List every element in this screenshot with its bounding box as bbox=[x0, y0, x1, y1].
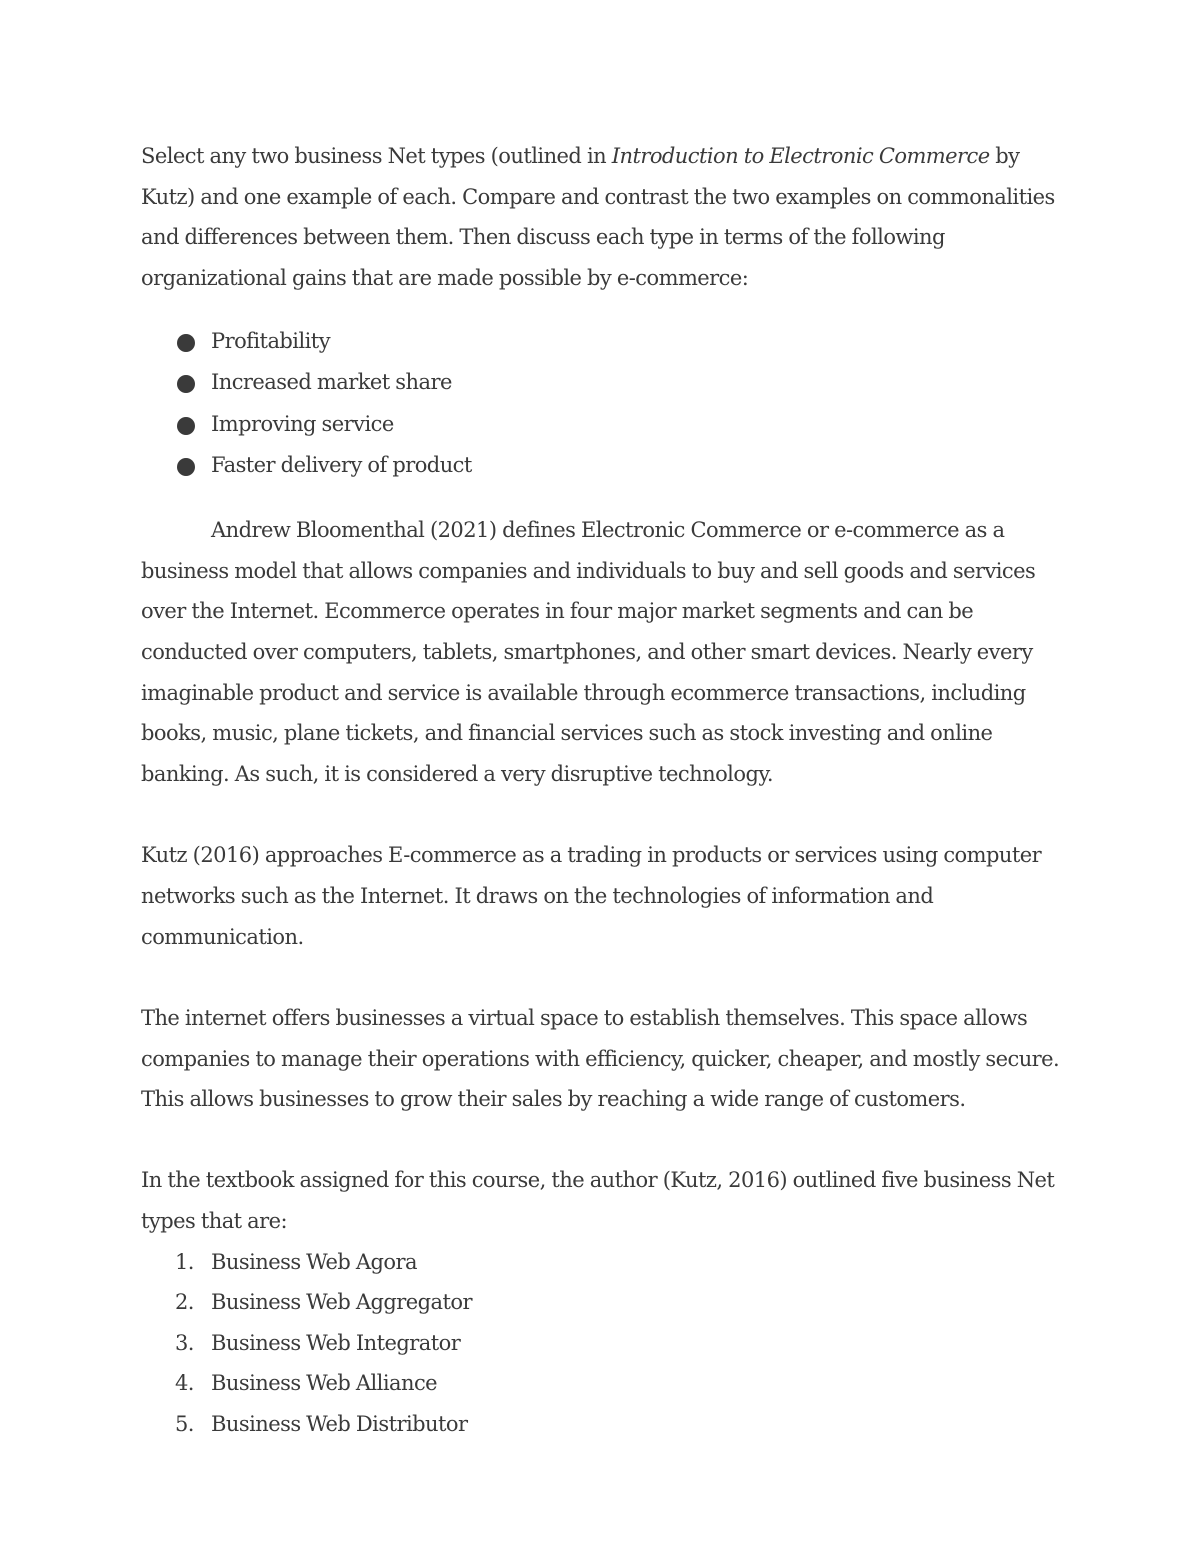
paragraph-internet: The internet offers businesses a virtual space to establish themselves. This space allows companies to manage their operations with efficiency, quicker, cheaper, and mostly secure. This allows businesses to grow their sales by reaching a wide range of customers. bbox=[141, 1005, 1060, 1112]
list-item-label: Business Web Agora bbox=[211, 1249, 417, 1274]
net-types-list bbox=[141, 1242, 1061, 1445]
list-item-label: Increased market share bbox=[211, 370, 452, 395]
bullet-icon bbox=[177, 375, 195, 393]
list-item bbox=[141, 1282, 1061, 1323]
prompt-text-start: Select any two business Net types (outlined in bbox=[141, 144, 612, 168]
bullet-icon bbox=[177, 458, 195, 476]
bullet-icon bbox=[177, 334, 195, 352]
list-number: 2. bbox=[175, 1290, 194, 1315]
list-number: 5. bbox=[175, 1411, 194, 1436]
list-item bbox=[141, 321, 1061, 363]
list-item-label: Business Web Aggregator bbox=[211, 1290, 473, 1315]
paragraph-kutz: Kutz (2016) approaches E-commerce as a trading in products or services using computer networks such as the Internet. It draws on the technologies of information and communication. bbox=[141, 843, 1042, 949]
list-item-label: Business Web Distributor bbox=[211, 1411, 468, 1436]
list-item bbox=[141, 404, 1061, 446]
list-item bbox=[141, 445, 1061, 487]
list-item-label: Business Web Alliance bbox=[211, 1371, 438, 1396]
list-item-label: Faster delivery of product bbox=[211, 453, 472, 478]
list-item bbox=[141, 1404, 1061, 1445]
paragraph-textbook: In the textbook assigned for this course, the author (Kutz, 2016) outlined five business Net types that are: bbox=[141, 1168, 1055, 1234]
bullet-icon bbox=[177, 417, 195, 435]
paragraph-bloomenthal: Andrew Bloomenthal (2021) defines Electronic Commerce or e-commerce as a business model that allows companies and individuals to buy and sell goods and services over the Internet. Ecommerce operates in four major market segments and can be conducted over computers, tablets, smartphones, and other smart devices. Nearly every imaginable product and service is available through ecommerce transactions, including books, music, plane tickets, and financial services such as stock investing and online banking. As such, it is considered a very disruptive technology. bbox=[141, 517, 1036, 787]
gains-list bbox=[141, 321, 1061, 487]
list-item bbox=[141, 1323, 1061, 1364]
book-title: Introduction to Electronic Commerce bbox=[611, 144, 990, 168]
list-number: 1. bbox=[175, 1249, 194, 1274]
list-number: 4. bbox=[175, 1371, 194, 1396]
list-item bbox=[141, 362, 1061, 404]
document-page bbox=[141, 136, 1061, 1444]
prompt-text-end: by Kutz) and one example of each. Compare and contrast the two examples on commonalities and differences between them. Then discuss each type in terms of the following organizational gains that are made possible by e-commerce: bbox=[141, 144, 1055, 291]
list-item bbox=[141, 1363, 1061, 1404]
list-item bbox=[141, 1242, 1061, 1283]
list-item-label: Profitability bbox=[211, 328, 331, 353]
list-item-label: Business Web Integrator bbox=[211, 1330, 461, 1355]
assignment-prompt bbox=[141, 136, 1061, 299]
list-item-label: Improving service bbox=[211, 411, 394, 436]
list-number: 3. bbox=[175, 1330, 194, 1355]
